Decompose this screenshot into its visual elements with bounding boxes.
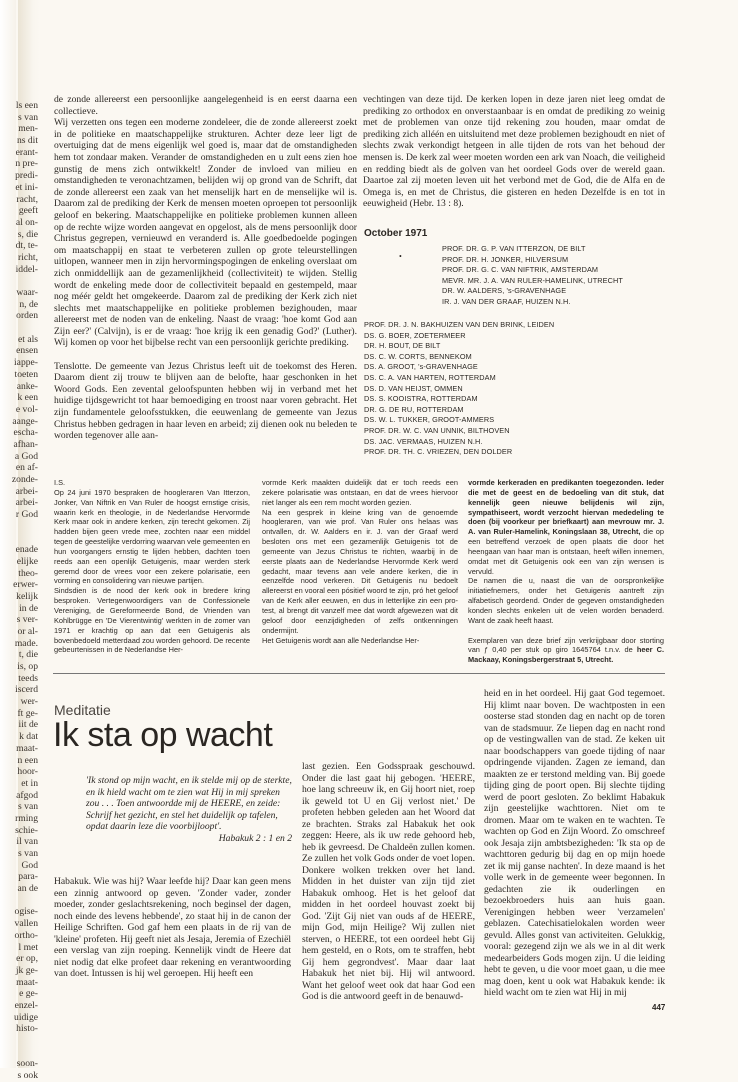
margin-fragment: elijke — [16, 555, 38, 567]
margin-fragment: toeten — [14, 368, 38, 380]
margin-fragment: ensen — [16, 345, 38, 357]
paragraph: heid en in het oordeel. Hij gaat God tegemoet. Hij klimt naar boven. De wachtposten in een oosterse stad stonden dag en nacht op de toren van de stadsmuur. Ze liepen dag en nacht rond op de vestingwallen van de stad. Ze keken uit naar boodschappers van goede tijding of naar opdringende vijanden. Zagen ze iemand, dan maakten ze er terstond melding van. Bij goede tijding ging de poort open. Bij slechte tijding werd de poort gesloten. Zo beklimt Habakuk zijn geestelijke wachttoren. Niet om te dromen. Maar om te waken en te wachten. Te wachten op God en Zijn Woord. Zo omschreef ook Jesaja zijn ambtsbezigheden: 'Ik sta op de wachttoren gedurig bij dag en op mijn hoede zet ik mij ganse nachten'. In deze maand is het volle werk in de gemeente weer begonnen. In gedachten zie ik ouderlingen en bezoekbroeders huis aan huis gaan. Verenigingen hebben weer 'verzamelen' geblazen. Catechisatielokalen worden weer gevuld. Alles gonst van activiteiten. Gelukkig, vooral: gezegend zijn we als we in al dit werk medearbeiders Gods mogen zijn. U die leiding hebt te geven, u die voor moet gaan, u die mee mag doen, kent u ook wat Habakuk kende: ik hield wacht om te zien wat Hij in mij — [484, 688, 665, 998]
signatory-name: DS. D. VAN HEIJST, OMMEN — [364, 383, 463, 393]
margin-fragment — [0, 895, 38, 907]
margin-fragment: erant- — [15, 146, 38, 158]
margin-fragment: l met — [18, 941, 38, 953]
margin-fragment — [0, 322, 38, 334]
margin-fragment: soon- — [16, 1058, 38, 1070]
article-column-2 — [363, 94, 665, 210]
margin-fragment: s ook — [17, 1070, 38, 1082]
margin-fragment: ls een — [15, 100, 38, 111]
margin-fragment: rming — [15, 812, 38, 824]
margin-fragment — [0, 521, 38, 533]
verse-text: 'Ik stond op mijn wacht, en ik stelde mij op de sterkte, en ik hield wacht om te zien wat Hij in mij spreken zou . . . Toen antwoordde mij de HEERE, en zeide: Schrijf het gezicht, en stel het duidelijk op tafelen, opdat daarin leze die voorbijloopt'. — [86, 775, 292, 832]
margin-fragment: n, de — [19, 298, 38, 310]
margin-fragment: jk ge- — [15, 964, 38, 976]
section-divider — [53, 673, 665, 674]
page-number: 447 — [652, 1003, 666, 1012]
paragraph: Sindsdien is de nood der kerk ook in bredere kring besproken. Vertegenwoordigers van de Confessionele Vereniging, de Gereformeerde Bond, de Vrienden van Kohlbrügge en 'De Vierentwintig' werkten in de zomer van 1971 er krachtig op aan dat een Getuigenis als bovenbedoeld metterdaad zou worden gehoord. De recente gebeurtenissen in de Nederlandse Her- — [54, 586, 250, 655]
signatory-name: IR. J. VAN DER GRAAF, HUIZEN N.H. — [442, 296, 571, 306]
signatory-name: PROF. DR. W. C. VAN UNNIK, BILTHOVEN — [364, 425, 510, 435]
margin-fragment: erwer- — [13, 579, 38, 591]
margin-fragment: en af- — [15, 462, 38, 474]
margin-fragment: ns dit — [16, 135, 38, 147]
margin-fragment: God — [21, 859, 38, 871]
paragraph: Tenslotte. De gemeente van Jezus Christus leeft uit de toekomst des Heren. Daarom dient zij trouw te blijven aan de belofte, haar geschonken in het Woord Gods. Een zevental geloofspunten hebben wij in verband met het huidige tijdsgewricht tot haar bemoediging en troost naar voren gebracht. Het zijn fundamentele geloofsstukken, die eeuwenlang de gemeente van Jezus Christus hebben gedragen in haar leven en arbeid; zij dienen ook nu beleden te worden tegenover alle aan- — [54, 360, 357, 442]
margin-fragment: is, op — [17, 661, 38, 672]
margin-fragment: orden — [16, 310, 38, 322]
signatory-name: PROF. DR. TH. C. VRIEZEN, DEN DOLDER — [364, 447, 513, 457]
notice-request-rest: die op een betreffend verzoek de open plaats die door het heengaan van haar man is ontstaan, heeft willen innemen, omdat met dit Getuigenis ook een van zijn wensen is vervuld. — [468, 527, 664, 576]
margin-fragment — [0, 532, 38, 544]
margin-fragment: s van — [18, 111, 38, 123]
margin-fragment: r God — [15, 509, 38, 521]
margin-fragment: kelijk — [16, 590, 38, 602]
margin-fragment: n pre- — [15, 158, 38, 170]
margin-fragment: predi- — [15, 170, 38, 182]
margin-fragment: maat- — [16, 976, 38, 988]
paragraph: Op 24 juni 1970 bespraken de hoogleraren Van Itterzon, Jonker, Van Niftrik en Van Ruler de hoogst ernstige crisis, waarin kerk en theologie, in de Nederlandse Hervormde Kerk maar ook in andere kerken, zijn terecht gekomen. Zij hadden bijen geen vrede mee, zochten naar een middel tegen de geestelijke verdorring waarvan vele gemeenten en hun voorgangers ernstig te lijden hebben, dachten toen reeds aan een openlijk Getuigenis, maar werden sterk geremd door de vrees voor een zekere polarisatie, een vorming en consolidering van nieuwe partijen. — [54, 487, 250, 586]
margin-fragment: al on- — [15, 216, 38, 228]
margin-fragment: para- — [18, 871, 38, 883]
paragraph: Het Getuigenis wordt aan alle Nederlandse Her- — [262, 635, 420, 645]
signatories-list — [364, 320, 554, 458]
margin-fragment: s ver- — [16, 614, 38, 626]
margin-fragment: aange- — [12, 415, 38, 427]
margin-fragment: hoor- — [17, 766, 38, 778]
letter-date: October 1971 — [364, 228, 428, 239]
margin-fragment: wer- — [20, 696, 38, 708]
signatory-name: PROF. DR. J. N. BAKHUIZEN VAN DEN BRINK, LEIDEN — [364, 320, 555, 329]
margin-fragment: in de — [19, 602, 38, 614]
signatory-name: DS. S. KOOISTRA, ROTTERDAM — [364, 394, 478, 404]
margin-fragment: schie- — [15, 824, 38, 836]
order-info: Exemplaren van deze brief zijn verkrijgbaar door storting van ƒ 0,40 per stuk op giro 1645764 t.n.v. de — [468, 635, 664, 655]
margin-fragment: et in — [21, 777, 38, 789]
notice-column-1 — [54, 478, 250, 655]
signatory-name: MEVR. MR. J. A. VAN RULER-HAMELINK, UTRECHT — [442, 275, 623, 285]
signatory-name: DS. C. W. CORTS, BENNEKOM — [364, 351, 472, 361]
previous-page-fragments — [0, 100, 38, 1082]
margin-fragment: t, die — [18, 649, 38, 661]
section-label: Meditatie — [54, 702, 111, 718]
signatory-name: DR. G. DE RU, ROTTERDAM — [364, 404, 464, 414]
notice-column-3 — [468, 478, 664, 665]
signatories-initiators — [442, 244, 623, 308]
margin-fragment: ortho- — [14, 929, 38, 941]
signatory-name: PROF. DR. H. JONKER, HILVERSUM — [442, 254, 569, 264]
margin-fragment: made. — [14, 637, 38, 649]
margin-fragment: theo- — [18, 567, 38, 579]
margin-fragment: arbei- — [15, 497, 38, 509]
meditation-title: Ik sta op wacht — [53, 716, 273, 754]
notice-request: vormde kerkeraden en predikanten toegezonden. Ieder die met de geest en de bedoeling van dit stuk, dat kennelijk geen nieuwe belijdenis wil zijn, sympathiseert, wordt verzocht hiervan mededeling te doen (bij voorkeur per briefkaart) aan mevrouw mr. J. A. van Ruler-Hamelink, Koningslaan 38, Utrecht, — [468, 478, 664, 537]
margin-fragment: or al- — [17, 625, 38, 637]
paragraph: de zonde allereerst een persoonlijke aangelegenheid is en eerst daarna een collectieve. — [54, 94, 357, 117]
margin-fragment: an de — [17, 883, 38, 895]
margin-fragment: il van — [16, 836, 38, 848]
margin-fragment: racht, — [16, 193, 38, 205]
margin-fragment: maat- — [16, 742, 38, 754]
margin-fragment: dt, te- — [15, 240, 38, 252]
signatory-name: DS. A. GROOT, 's-GRAVENHAGE — [364, 362, 478, 372]
margin-fragment: afgod — [16, 789, 38, 801]
margin-fragment: a God — [14, 450, 38, 462]
margin-fragment: uidige — [14, 1011, 38, 1023]
margin-fragment — [0, 275, 38, 287]
bullet-mark: • — [399, 252, 402, 261]
margin-fragment: et ini- — [15, 181, 38, 193]
margin-fragment: s van — [18, 801, 38, 813]
margin-fragment: et als — [18, 333, 38, 345]
signatory-name: PROF. DR. G. C. VAN NIFTRIK, AMSTERDAM — [442, 265, 599, 275]
margin-fragment: richt, — [18, 251, 38, 263]
margin-fragment: iappe- — [14, 357, 38, 369]
margin-fragment: k een — [17, 392, 38, 404]
margin-fragment: enade — [15, 544, 38, 556]
order-address: heer C. Mackaay, Koningsbergerstraat 5, Utrecht. — [468, 645, 664, 665]
margin-fragment: n een — [17, 754, 38, 766]
meditation-column-1 — [54, 876, 291, 980]
margin-fragment — [0, 1035, 38, 1047]
paragraph: Wij verzetten ons tegen een moderne zondeleer, die de zonde allereerst zoekt in de politieke en maatschappelijke strukturen. Achter deze leer ligt de overtuiging dat de mens eigenlijk wel goed is, maar dat de omstandigheden hem tot zondaar maken. Verander de omstandigheden en u zult eens zien hoe gunstig de mens zich ontwikkelt! Zonder de invloed van milieu en omstandigheden te veronachtzamen, belijden wij op grond van de Schrift, dat de zonde allereerst een zaak van het menselijk hart en de menselijke wil is. Daarom zal de prediking der Kerk de mensen moeten oproepen tot persoonlijk geloof en bekering. Maatschappelijke en politieke problemen kunnen alleen op de rechte wijze worden aangevat en opgelost, als de mens persoonlijk door Christus gegrepen, vernieuwd en veranderd is. Alle goedbedoelde pogingen om maatschappij en staat te verbeteren zullen op grote teleurstellingen uitlopen, wanneer men in zijn hervormingspogingen de enkeling overslaat om zich onmiddellijk aan de gezamenlijkheid (collectiviteit) te wijden. Stellig wordt de enkeling mede door de collectiviteit bepaald en gestempeld, maar nog méér geldt het omgekeerde. Daarom zal de prediking der Kerk zich niet slechts met maatschappelijke en politieke problemen bezighouden, maar allereerst met de noden van de enkeling. Naast de vraag: 'hoe komt God aan Zijn eer?' (Calvijn), is er de vraag: 'hoe krijg ik een genadig God?' (Luther). Wij komen op voor het bijbelse recht van een persoonlijk gerichte prediking. — [54, 117, 357, 349]
margin-fragment: ft ge- — [17, 707, 38, 719]
meditation-column-2 — [302, 761, 475, 1003]
signatory-name: DS. W. L. TUKKER, GROOT-AMMERS — [364, 415, 495, 425]
paragraph: vormde Kerk maakten duidelijk dat er toch reeds een zekere polarisatie was ontstaan, en dat de vrees hiervoor niet langer als een rem mocht worden gezien. — [262, 478, 458, 507]
margin-fragment: s, die — [17, 228, 38, 240]
bible-verse — [86, 775, 292, 844]
paragraph: De namen die u, naast die van de oorspronkelijke initiatiefnemers, onder het Getuigenis aantreft zijn alfabetisch geordend. Onder de gegeven omstandigheden konden slechts enkelen uit de velen worden benaderd. Want de zaak heeft haast. — [468, 576, 664, 625]
margin-fragment: anke- — [16, 380, 38, 392]
margin-fragment: iit de — [18, 719, 38, 731]
margin-fragment: histo- — [16, 1023, 38, 1035]
margin-fragment: e ge- — [19, 988, 38, 1000]
paragraph: Habakuk. Wie was hij? Waar leefde hij? Daar kan geen mens een zinnig antwoord op geven. 'Zonder vader, zonder moeder, zonder geslachtsrekening, noch beginsel der dagen, noch einde des levens hebbende', zo staat hij in de canon der Heilige Schriften. God gaf hem een plaats in de rij van de 'kleine' profeten. Hij geeft niet als Jesaja, Jeremia of Ezechiël een verslag van zijn roeping. Kennelijk vindt de Heere dat niet nodig dat elke profeet daar rekening en verantwoording van doet. Intussen is hij wel geroepen. Hij heeft een — [54, 876, 291, 979]
signatory-name: DR. W. AALDERS, 's-GRAVENHAGE — [442, 286, 567, 296]
notice-column-2 — [262, 478, 458, 645]
meditation-column-3 — [484, 688, 665, 999]
margin-fragment: waar- — [16, 287, 38, 298]
verse-reference: Habakuk 2 : 1 en 2 — [218, 832, 292, 844]
margin-fragment: arbei- — [15, 485, 38, 497]
margin-fragment: s van — [18, 848, 38, 859]
notice-initials: I.S. — [54, 478, 66, 487]
paragraph: Na een gesprek in kleine kring van de genoemde hoogleraren, van wie prof. Van Ruler ons helaas was ontvallen, dr. W. Aalders en ir. J. van der Graaf werd besloten ons met een gezamenlijk Getuigenis tot de gemeente van Jezus Christus te richten, waarbij in de eerste plaats aan de Nederlandse Hervormde Kerk werd gedacht, maar tevens aan vele andere kerken, die in eenzelfde nood verkeren. Dit Getuigenis nu bedoelt allereerst en vooral een pósitief woord te zijn, pró het geloof van de Kerk aller eeuwen, en dus in letterlijke zin een pro-test, al brengt dit vanzelf mee dat wordt afgewezen wat dit geloof door eenzijdigheden of zelfs ontkenningen ondermijnt. — [262, 507, 458, 635]
margin-fragment: afhan- — [13, 438, 38, 450]
margin-fragment: iddel- — [15, 263, 38, 275]
signatory-name: PROF. DR. G. P. VAN ITTERZON, DE BILT — [442, 244, 586, 253]
signatory-name: DS. JAC. VERMAAS, HUIZEN N.H. — [364, 436, 483, 446]
margin-fragment: zonde- — [11, 474, 38, 485]
margin-fragment: teeds — [18, 672, 38, 684]
signatory-name: DR. H. BOUT, DE BILT — [364, 341, 441, 351]
margin-fragment: escha- — [13, 427, 38, 439]
paragraph: last gezien. Een Godsspraak geschouwd. Onder die last gaat hij gebogen. 'HEERE, hoe lang schreeuw ik, en Gij hoort niet, roep ik geweld tot U en Gij verlost niet.' De profeten hebben geleden aan het Woord dat ze brachten. Straks zal Habakuk het ook zeggen: Heere, als ik uw rede gehoord heb, heb ik gevreesd. De Chaldeën zullen komen. Ze zullen het volk Gods onder de voet lopen. Donkere wolken trekken over het land. Midden in het duister van zijn tijd ziet Habakuk omhoog. Het is het geloof dat midden in het oordeel houvast zoekt bij God. 'Zijt Gij niet van ouds af de HEERE, mijn God, mijn Heilige? Wij zullen niet sterven, o HEERE, tot een oordeel hebt Gij hem gesteld, en o Rots, om te straffen, hebt Gij hem gegrondvest'. Maar daar laat Habakuk het niet bij. Hij wil antwoord. Want het geloof weet ook dat haar God een God is die antwoord geeft in de benauwd- — [302, 761, 475, 1002]
margin-fragment: k dat — [19, 731, 38, 743]
margin-fragment — [0, 1047, 38, 1059]
margin-fragment: ogise- — [14, 906, 38, 918]
article-column-1 — [54, 94, 357, 442]
margin-fragment: e vol- — [15, 403, 38, 415]
signatory-name: DS. G. BOER, ZOETERMEER — [364, 330, 466, 340]
margin-fragment: geeft — [18, 205, 38, 217]
margin-fragment: enzel- — [14, 999, 38, 1011]
margin-fragment: vallen — [14, 918, 38, 930]
paragraph: vechtingen van deze tijd. De kerken lopen in deze jaren niet leeg omdat de prediking zo orthodox en onverstaanbaar is en omdat de prediking zo weinig met de problemen van onze tijd rekening zou houden, maar omdat de prediking zich alléén en uitsluitend met deze problemen bezighoudt en niet of slechts zwak verkondigt hetgeen in alle tijden de rots van het behoud der mensen is. De kerk zal weer moeten worden een ark van Noach, die veiligheid en redding biedt als de golven van het oordeel Gods over de wereld gaan. Daartoe zal zij moeten leven uit het verbond met de God, die de Alfa en de Omega is, en met de Christus, die gisteren en heden Dezelfde is en tot in eeuwigheid (Hebr. 13 : 8). — [363, 94, 665, 210]
margin-fragment: men- — [18, 123, 38, 135]
margin-fragment: er op, — [16, 953, 38, 965]
margin-fragment: iscerd — [15, 684, 38, 696]
signatory-name: DS. C. A. VAN HARTEN, ROTTERDAM — [364, 372, 496, 382]
